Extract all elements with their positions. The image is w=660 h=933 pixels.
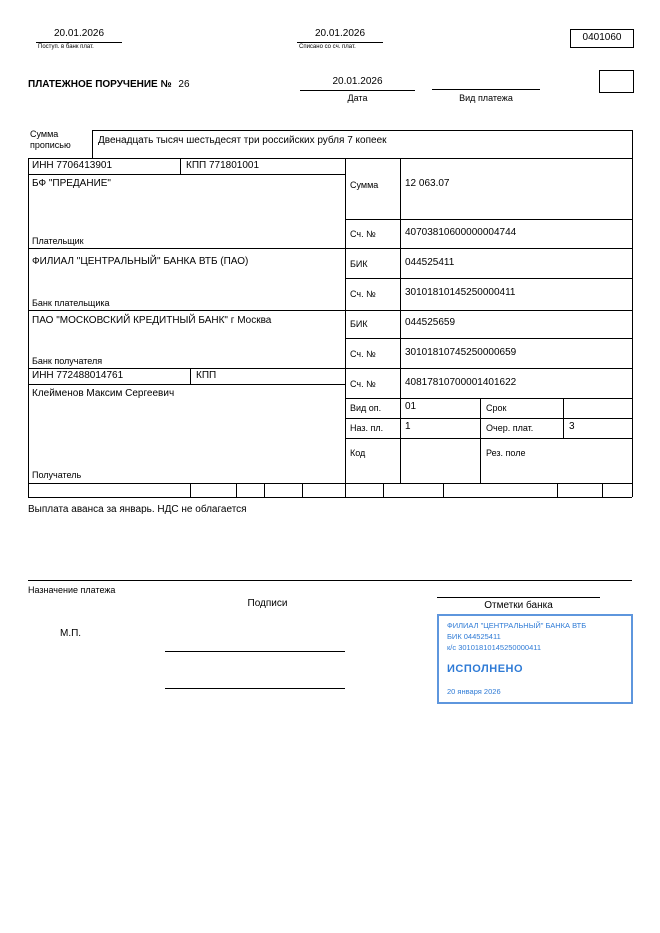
table-border [480, 398, 481, 483]
payer-bank-account-value: 30101810145250000411 [405, 287, 516, 298]
payment-kind-caption: Вид платежа [459, 93, 513, 103]
payment-purpose-text: Выплата аванса за январь. НДС не облагается [28, 504, 247, 515]
table-border [345, 158, 346, 483]
table-border [28, 248, 632, 249]
form-code-box: 0401060 [570, 29, 634, 48]
receiver-bank-section-caption: Банк получателя [32, 356, 103, 366]
strip-cell-divider [302, 483, 303, 497]
amount-words-caption-2: прописью [30, 140, 71, 150]
table-border [632, 130, 633, 497]
received-date-field: 20.01.2026 [36, 28, 122, 43]
document-number: 26 [178, 79, 190, 90]
table-border [345, 219, 632, 220]
priority-caption: Очер. плат. [486, 423, 534, 433]
strip-cell-divider [190, 483, 191, 497]
bank-marks-caption: Отметки банка [484, 600, 553, 611]
table-border [345, 278, 632, 279]
table-border [563, 398, 564, 438]
stamp-corr-account: к/с 30101810145250000411 [447, 643, 542, 652]
table-border [28, 174, 345, 175]
operation-kind-caption: Вид оп. [350, 403, 382, 413]
due-date-caption: Срок [486, 403, 507, 413]
reserve-field-caption: Рез. поле [486, 448, 526, 458]
payer-bank-bik-value: 044525411 [405, 257, 455, 268]
strip-cell-divider [345, 483, 346, 497]
status-code-box [599, 70, 634, 93]
purpose-code-value: 1 [405, 421, 411, 432]
signature-line-2 [165, 688, 345, 689]
receiver-bank-account-value: 30101810745250000659 [405, 347, 517, 358]
payer-account-caption: Сч. № [350, 229, 376, 239]
payer-bank-section-caption: Банк плательщика [32, 298, 110, 308]
receiver-bank-account-caption: Сч. № [350, 349, 376, 359]
receiver-inn: ИНН 772488014761 [32, 370, 124, 381]
table-border [345, 438, 632, 439]
strip-cell-divider [236, 483, 237, 497]
amount-words-top-border [92, 130, 632, 131]
bank-execution-stamp [437, 614, 633, 704]
debited-date-caption: Списано со сч. плат. [299, 44, 356, 50]
table-border [28, 158, 632, 159]
table-border [345, 418, 632, 419]
payer-kpp: КПП 771801001 [186, 160, 260, 171]
strip-cell-divider [264, 483, 265, 497]
payer-account-value: 40703810600000004744 [405, 227, 517, 238]
table-border [345, 398, 632, 399]
payment-purpose-underline [28, 580, 632, 581]
debited-date-field: 20.01.2026 [297, 28, 383, 43]
receiver-kpp-caption: КПП [196, 370, 217, 381]
payment-kind-underline [432, 89, 540, 90]
payer-name: БФ "ПРЕДАНИЕ" [32, 178, 111, 189]
strip-cell-divider [443, 483, 444, 497]
payer-bank-name: ФИЛИАЛ "ЦЕНТРАЛЬНЫЙ" БАНКА ВТБ (ПАО) [32, 256, 249, 267]
payment-purpose-caption: Назначение платежа [28, 585, 116, 595]
stamp-status: ИСПОЛНЕНО [447, 663, 524, 675]
stamp-date: 20 января 2026 [447, 687, 501, 696]
table-border [400, 158, 401, 483]
payer-inn: ИНН 7706413901 [32, 160, 113, 171]
table-border [28, 483, 632, 484]
amount-words-caption-1: Сумма [30, 129, 59, 139]
receiver-bank-bik-value: 044525659 [405, 317, 456, 328]
table-border [190, 368, 191, 384]
table-border [28, 497, 632, 498]
table-border [28, 384, 345, 385]
amount-value: 12 063.07 [405, 178, 450, 189]
receiver-name: Клейменов Максим Сергеевич [32, 388, 175, 399]
operation-kind-value: 01 [405, 401, 417, 412]
table-border [28, 368, 632, 369]
document-title [28, 79, 190, 91]
document-date-field: 20.01.2026 [300, 76, 415, 91]
priority-value: 3 [569, 421, 575, 432]
payer-bank-account-caption: Сч. № [350, 289, 376, 299]
strip-cell-divider [602, 483, 603, 497]
strip-cell-divider [557, 483, 558, 497]
signature-line-1 [165, 651, 345, 652]
stamp-bank-name: ФИЛИАЛ "ЦЕНТРАЛЬНЫЙ" БАНКА ВТБ [447, 621, 587, 630]
table-border [28, 310, 632, 311]
receiver-account-value: 40817810700001401622 [405, 377, 517, 388]
receiver-section-caption: Получатель [32, 470, 82, 480]
bank-marks-underline [437, 597, 600, 598]
amount-words-left-border [92, 130, 93, 158]
signatures-caption: Подписи [247, 598, 288, 609]
receiver-bank-name: ПАО "МОСКОВСКИЙ КРЕДИТНЫЙ БАНК" г Москва [32, 315, 272, 326]
document-date-caption: Дата [347, 93, 368, 103]
table-border [345, 338, 632, 339]
payer-bank-bik-caption: БИК [350, 259, 368, 269]
stamp-place-caption: М.П. [60, 628, 82, 639]
received-date-caption: Поступ. в банк плат. [38, 44, 94, 50]
payer-section-caption: Плательщик [32, 236, 84, 246]
code-caption: Код [350, 448, 366, 458]
purpose-code-caption: Наз. пл. [350, 423, 384, 433]
strip-cell-divider [383, 483, 384, 497]
stamp-bik: БИК 044525411 [447, 632, 501, 641]
receiver-account-caption: Сч. № [350, 379, 376, 389]
amount-caption: Сумма [350, 180, 379, 190]
table-border [28, 158, 29, 497]
receiver-bank-bik-caption: БИК [350, 319, 368, 329]
document-title-text: ПЛАТЕЖНОЕ ПОРУЧЕНИЕ № [28, 79, 172, 90]
amount-in-words-value: Двенадцать тысяч шестьдесят три российских рубля 7 копеек [98, 135, 387, 146]
table-border [180, 158, 181, 174]
